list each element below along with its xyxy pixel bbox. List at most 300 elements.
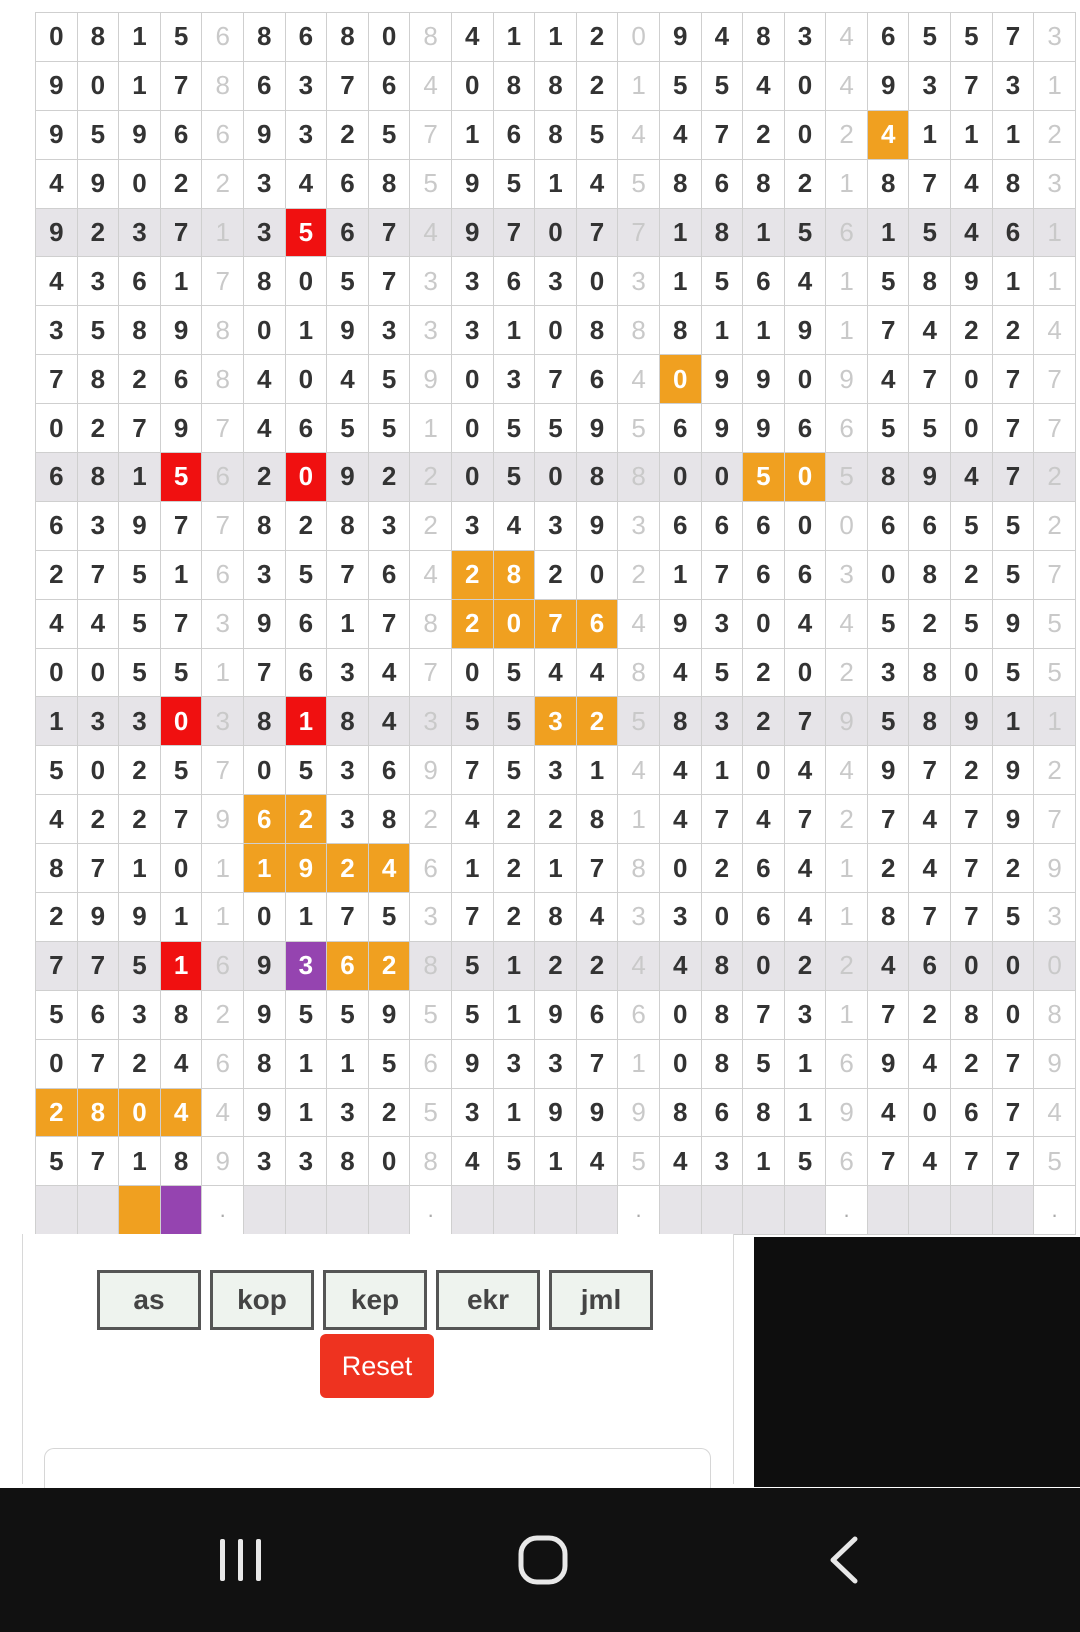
grid-cell[interactable]: 2	[618, 551, 660, 600]
grid-cell[interactable]: 6	[868, 13, 910, 62]
grid-cell[interactable]: 1	[286, 893, 328, 942]
grid-cell[interactable]: 7	[993, 1137, 1035, 1186]
grid-cell[interactable]: 0	[951, 649, 993, 698]
grid-cell[interactable]: 7	[868, 991, 910, 1040]
grid-cell[interactable]: 7	[161, 62, 203, 111]
grid-cell[interactable]: 4	[951, 209, 993, 258]
grid-cell[interactable]: 8	[618, 453, 660, 502]
grid-cell[interactable]: 2	[119, 355, 161, 404]
grid-cell[interactable]: 8	[577, 795, 619, 844]
grid-cell[interactable]: 0	[535, 453, 577, 502]
grid-cell[interactable]: 3	[202, 600, 244, 649]
grid-cell[interactable]: 8	[535, 111, 577, 160]
grid-cell[interactable]: 3	[202, 697, 244, 746]
grid-cell[interactable]: 0	[36, 13, 78, 62]
grid-cell[interactable]: 8	[202, 355, 244, 404]
grid-cell[interactable]: 7	[369, 209, 411, 258]
grid-cell[interactable]: 4	[410, 62, 452, 111]
grid-cell[interactable]: 8	[78, 1089, 120, 1138]
grid-cell[interactable]: 7	[909, 160, 951, 209]
grid-cell[interactable]: 5	[494, 649, 536, 698]
grid-cell[interactable]: 5	[743, 453, 785, 502]
grid-cell[interactable]: 3	[119, 209, 161, 258]
grid-cell[interactable]: 5	[161, 453, 203, 502]
grid-cell[interactable]: 5	[78, 306, 120, 355]
grid-cell[interactable]: 4	[785, 746, 827, 795]
grid-cell[interactable]: 5	[909, 209, 951, 258]
empty-result-cell[interactable]	[743, 1186, 785, 1235]
grid-cell[interactable]: 8	[161, 991, 203, 1040]
grid-cell[interactable]: 1	[119, 453, 161, 502]
grid-cell[interactable]: 3	[452, 1089, 494, 1138]
grid-cell[interactable]: 2	[785, 160, 827, 209]
grid-cell[interactable]: 9	[202, 1137, 244, 1186]
grid-cell[interactable]: 1	[494, 942, 536, 991]
grid-cell[interactable]: 9	[868, 62, 910, 111]
grid-cell[interactable]: 9	[119, 502, 161, 551]
grid-cell[interactable]: 0	[119, 160, 161, 209]
grid-cell[interactable]: 8	[410, 600, 452, 649]
grid-cell[interactable]: 4	[743, 795, 785, 844]
grid-cell[interactable]: 3	[535, 502, 577, 551]
grid-cell[interactable]: 4	[660, 795, 702, 844]
grid-cell[interactable]: 5	[286, 991, 328, 1040]
grid-cell[interactable]: 1	[494, 306, 536, 355]
grid-cell[interactable]: 1	[743, 1137, 785, 1186]
grid-cell[interactable]: 5	[369, 1040, 411, 1089]
grid-cell[interactable]: 6	[36, 502, 78, 551]
grid-cell[interactable]: 2	[951, 746, 993, 795]
grid-cell[interactable]: 9	[909, 453, 951, 502]
grid-cell[interactable]: 1	[161, 942, 203, 991]
grid-cell[interactable]: 2	[161, 160, 203, 209]
recent-apps-icon[interactable]	[213, 1532, 269, 1588]
grid-cell[interactable]: 4	[618, 942, 660, 991]
grid-cell[interactable]: 3	[618, 502, 660, 551]
grid-cell[interactable]: 5	[36, 1137, 78, 1186]
grid-cell[interactable]: 6	[327, 209, 369, 258]
grid-cell[interactable]: 2	[369, 1089, 411, 1138]
grid-cell[interactable]: 7	[161, 795, 203, 844]
grid-cell[interactable]: 3	[327, 795, 369, 844]
grid-cell[interactable]: 6	[410, 1040, 452, 1089]
grid-cell[interactable]: 7	[78, 1137, 120, 1186]
grid-cell[interactable]: 2	[826, 111, 868, 160]
grid-cell[interactable]: 1	[119, 62, 161, 111]
grid-cell[interactable]: 4	[951, 453, 993, 502]
grid-cell[interactable]: 1	[202, 844, 244, 893]
grid-cell[interactable]: 2	[993, 306, 1035, 355]
grid-cell[interactable]: 6	[202, 1040, 244, 1089]
grid-cell[interactable]: 7	[868, 1137, 910, 1186]
grid-cell[interactable]: 0	[286, 355, 328, 404]
grid-cell[interactable]: 9	[36, 111, 78, 160]
grid-cell[interactable]: 4	[202, 1089, 244, 1138]
grid-cell[interactable]: 3	[993, 62, 1035, 111]
grid-cell[interactable]: 3	[702, 697, 744, 746]
grid-cell[interactable]: 8	[909, 551, 951, 600]
grid-cell[interactable]: 7	[993, 355, 1035, 404]
grid-cell[interactable]: 9	[951, 697, 993, 746]
grid-cell[interactable]: 1	[826, 257, 868, 306]
grid-cell[interactable]: 2	[327, 844, 369, 893]
grid-cell[interactable]: 0	[743, 942, 785, 991]
grid-cell[interactable]: 9	[78, 160, 120, 209]
empty-result-cell[interactable]	[452, 1186, 494, 1235]
grid-cell[interactable]: 9	[535, 991, 577, 1040]
grid-cell[interactable]: 4	[244, 355, 286, 404]
grid-cell[interactable]: 9	[826, 697, 868, 746]
grid-cell[interactable]: 5	[618, 697, 660, 746]
grid-cell[interactable]: 3	[868, 649, 910, 698]
grid-cell[interactable]: 0	[535, 306, 577, 355]
grid-cell[interactable]: 6	[785, 404, 827, 453]
grid-cell[interactable]: 7	[410, 111, 452, 160]
grid-cell[interactable]: 6	[286, 649, 328, 698]
grid-cell[interactable]: 1	[535, 844, 577, 893]
grid-cell[interactable]: 3	[618, 257, 660, 306]
grid-cell[interactable]: 2	[286, 502, 328, 551]
grid-cell[interactable]: 9	[452, 1040, 494, 1089]
grid-cell[interactable]: 5	[535, 404, 577, 453]
grid-cell[interactable]: 1	[1034, 257, 1076, 306]
grid-cell[interactable]: 8	[618, 844, 660, 893]
grid-cell[interactable]: 7	[202, 502, 244, 551]
grid-cell[interactable]: 5	[494, 1137, 536, 1186]
grid-cell[interactable]: 2	[577, 13, 619, 62]
grid-cell[interactable]: 0	[452, 404, 494, 453]
grid-cell[interactable]: 7	[785, 795, 827, 844]
grid-cell[interactable]: 6	[161, 355, 203, 404]
grid-cell[interactable]: 3	[535, 257, 577, 306]
grid-cell[interactable]: 8	[993, 160, 1035, 209]
grid-cell[interactable]: 0	[244, 893, 286, 942]
grid-cell[interactable]: 7	[161, 209, 203, 258]
grid-cell[interactable]: 5	[369, 111, 411, 160]
grid-cell[interactable]: 8	[702, 991, 744, 1040]
grid-cell[interactable]: 7	[36, 942, 78, 991]
grid-cell[interactable]: 7	[909, 355, 951, 404]
grid-cell[interactable]: 1	[452, 111, 494, 160]
grid-cell[interactable]: 7	[868, 795, 910, 844]
grid-cell[interactable]: 6	[202, 111, 244, 160]
grid-cell[interactable]: 0	[452, 62, 494, 111]
grid-cell[interactable]: 2	[1034, 746, 1076, 795]
grid-cell[interactable]: 9	[36, 209, 78, 258]
grid-cell[interactable]: 8	[951, 991, 993, 1040]
grid-cell[interactable]: 4	[577, 1137, 619, 1186]
grid-cell[interactable]: 4	[660, 942, 702, 991]
grid-cell[interactable]: 4	[868, 942, 910, 991]
grid-cell[interactable]: 9	[826, 355, 868, 404]
grid-cell[interactable]: 1	[452, 844, 494, 893]
grid-cell[interactable]: 1	[494, 13, 536, 62]
grid-cell[interactable]: 5	[868, 404, 910, 453]
grid-cell[interactable]: 2	[119, 746, 161, 795]
grid-cell[interactable]: 2	[535, 795, 577, 844]
grid-cell[interactable]: 0	[702, 453, 744, 502]
grid-cell[interactable]: 0	[660, 1040, 702, 1089]
grid-cell[interactable]: 8	[743, 13, 785, 62]
grid-cell[interactable]: 1	[327, 600, 369, 649]
grid-cell[interactable]: 3	[244, 1137, 286, 1186]
grid-cell[interactable]: 4	[410, 551, 452, 600]
grid-cell[interactable]: 2	[951, 1040, 993, 1089]
grid-cell[interactable]: 7	[993, 453, 1035, 502]
grid-cell[interactable]: 3	[244, 160, 286, 209]
grid-cell[interactable]: 2	[1034, 502, 1076, 551]
result-cell[interactable]	[119, 1186, 161, 1235]
grid-cell[interactable]: 8	[119, 306, 161, 355]
grid-cell[interactable]: 4	[826, 600, 868, 649]
grid-cell[interactable]: 7	[951, 1137, 993, 1186]
grid-cell[interactable]: 4	[1034, 306, 1076, 355]
grid-cell[interactable]: 6	[909, 942, 951, 991]
grid-cell[interactable]: 9	[452, 209, 494, 258]
grid-cell[interactable]: 4	[452, 795, 494, 844]
grid-cell[interactable]: 6	[826, 1040, 868, 1089]
grid-cell[interactable]: 8	[660, 306, 702, 355]
grid-cell[interactable]: 0	[785, 649, 827, 698]
grid-cell[interactable]: 8	[327, 13, 369, 62]
grid-cell[interactable]: 0	[452, 355, 494, 404]
grid-cell[interactable]: 0	[286, 257, 328, 306]
grid-cell[interactable]: 7	[1034, 404, 1076, 453]
empty-result-cell[interactable]	[494, 1186, 536, 1235]
grid-cell[interactable]: 9	[702, 404, 744, 453]
grid-cell[interactable]: 4	[1034, 1089, 1076, 1138]
grid-cell[interactable]: 2	[909, 991, 951, 1040]
grid-cell[interactable]: 6	[993, 209, 1035, 258]
dot-cell[interactable]: .	[826, 1186, 868, 1235]
grid-cell[interactable]: 4	[618, 355, 660, 404]
grid-cell[interactable]: 8	[743, 160, 785, 209]
grid-cell[interactable]: 0	[161, 844, 203, 893]
grid-cell[interactable]: 2	[36, 551, 78, 600]
grid-cell[interactable]: 6	[743, 257, 785, 306]
grid-cell[interactable]: 3	[785, 991, 827, 1040]
grid-cell[interactable]: 1	[1034, 697, 1076, 746]
empty-result-cell[interactable]	[369, 1186, 411, 1235]
grid-cell[interactable]: 7	[202, 404, 244, 453]
grid-cell[interactable]: 7	[868, 306, 910, 355]
grid-cell[interactable]: 5	[78, 111, 120, 160]
empty-result-cell[interactable]	[785, 1186, 827, 1235]
grid-cell[interactable]: 5	[993, 893, 1035, 942]
empty-result-cell[interactable]	[244, 1186, 286, 1235]
grid-cell[interactable]: 1	[785, 1089, 827, 1138]
empty-result-cell[interactable]	[36, 1186, 78, 1235]
grid-cell[interactable]: 6	[702, 1089, 744, 1138]
grid-cell[interactable]: 9	[702, 355, 744, 404]
grid-cell[interactable]: 6	[826, 209, 868, 258]
grid-cell[interactable]: 0	[577, 257, 619, 306]
grid-cell[interactable]: 1	[286, 1089, 328, 1138]
grid-cell[interactable]: 5	[286, 551, 328, 600]
grid-cell[interactable]: 0	[660, 844, 702, 893]
grid-cell[interactable]: 6	[369, 62, 411, 111]
grid-cell[interactable]: 1	[618, 795, 660, 844]
grid-cell[interactable]: 6	[202, 551, 244, 600]
grid-cell[interactable]: 7	[993, 404, 1035, 453]
grid-cell[interactable]: 2	[951, 551, 993, 600]
home-icon[interactable]	[515, 1532, 571, 1588]
grid-cell[interactable]: 6	[78, 991, 120, 1040]
grid-cell[interactable]: 6	[494, 111, 536, 160]
grid-cell[interactable]: 5	[1034, 649, 1076, 698]
grid-cell[interactable]: 2	[993, 844, 1035, 893]
grid-cell[interactable]: 7	[327, 62, 369, 111]
empty-result-cell[interactable]	[702, 1186, 744, 1235]
grid-cell[interactable]: 3	[1034, 160, 1076, 209]
grid-cell[interactable]: 6	[202, 453, 244, 502]
grid-cell[interactable]: 1	[1034, 62, 1076, 111]
grid-cell[interactable]: 9	[202, 795, 244, 844]
grid-cell[interactable]: 1	[535, 13, 577, 62]
grid-cell[interactable]: 4	[78, 600, 120, 649]
grid-cell[interactable]: 0	[369, 1137, 411, 1186]
grid-cell[interactable]: 0	[785, 355, 827, 404]
grid-cell[interactable]: 4	[868, 111, 910, 160]
grid-cell[interactable]: 4	[868, 355, 910, 404]
grid-cell[interactable]: 5	[951, 502, 993, 551]
grid-cell[interactable]: 1	[993, 697, 1035, 746]
grid-cell[interactable]: 3	[494, 355, 536, 404]
op-button-kep[interactable]: kep	[323, 1270, 427, 1330]
grid-cell[interactable]: 3	[535, 1040, 577, 1089]
grid-cell[interactable]: 2	[577, 942, 619, 991]
grid-cell[interactable]: 8	[202, 62, 244, 111]
grid-cell[interactable]: 1	[826, 844, 868, 893]
grid-cell[interactable]: 2	[36, 893, 78, 942]
grid-cell[interactable]: 4	[909, 1040, 951, 1089]
grid-cell[interactable]: 1	[702, 746, 744, 795]
grid-cell[interactable]: 8	[577, 306, 619, 355]
grid-cell[interactable]: 8	[244, 697, 286, 746]
grid-cell[interactable]: 9	[951, 257, 993, 306]
grid-cell[interactable]: 5	[452, 942, 494, 991]
grid-cell[interactable]: 4	[618, 111, 660, 160]
grid-cell[interactable]: 3	[909, 62, 951, 111]
grid-cell[interactable]: 8	[327, 502, 369, 551]
grid-cell[interactable]: 3	[452, 257, 494, 306]
grid-cell[interactable]: 2	[494, 844, 536, 893]
grid-cell[interactable]: 1	[993, 257, 1035, 306]
grid-cell[interactable]: 5	[909, 13, 951, 62]
grid-cell[interactable]: 6	[494, 257, 536, 306]
grid-cell[interactable]: 8	[868, 453, 910, 502]
grid-cell[interactable]: 6	[286, 13, 328, 62]
grid-cell[interactable]: 8	[743, 1089, 785, 1138]
grid-cell[interactable]: 5	[951, 600, 993, 649]
grid-cell[interactable]: 9	[244, 1089, 286, 1138]
grid-cell[interactable]: 6	[826, 1137, 868, 1186]
grid-cell[interactable]: 4	[577, 649, 619, 698]
grid-cell[interactable]: 6	[244, 62, 286, 111]
grid-cell[interactable]: 1	[161, 893, 203, 942]
grid-cell[interactable]: 4	[868, 1089, 910, 1138]
grid-cell[interactable]: 1	[535, 160, 577, 209]
grid-cell[interactable]: 6	[868, 502, 910, 551]
grid-cell[interactable]: 3	[410, 257, 452, 306]
grid-cell[interactable]: 7	[494, 209, 536, 258]
grid-cell[interactable]: 7	[78, 942, 120, 991]
grid-cell[interactable]: 8	[327, 697, 369, 746]
grid-cell[interactable]: 5	[161, 649, 203, 698]
grid-cell[interactable]: 0	[78, 649, 120, 698]
grid-cell[interactable]: 0	[660, 355, 702, 404]
grid-cell[interactable]: 0	[951, 404, 993, 453]
grid-cell[interactable]: 1	[202, 209, 244, 258]
grid-cell[interactable]: 3	[286, 942, 328, 991]
grid-cell[interactable]: 5	[909, 404, 951, 453]
grid-cell[interactable]: 2	[202, 160, 244, 209]
grid-cell[interactable]: 2	[909, 600, 951, 649]
grid-cell[interactable]: 1	[826, 893, 868, 942]
grid-cell[interactable]: 6	[743, 551, 785, 600]
grid-cell[interactable]: 3	[327, 649, 369, 698]
grid-cell[interactable]: 5	[410, 160, 452, 209]
grid-cell[interactable]: 9	[327, 306, 369, 355]
grid-cell[interactable]: 8	[410, 13, 452, 62]
grid-cell[interactable]: 0	[244, 746, 286, 795]
grid-cell[interactable]: 5	[993, 502, 1035, 551]
grid-cell[interactable]: 7	[951, 844, 993, 893]
grid-cell[interactable]: 0	[452, 453, 494, 502]
grid-cell[interactable]: 5	[36, 991, 78, 1040]
grid-cell[interactable]: 0	[909, 1089, 951, 1138]
grid-cell[interactable]: 9	[1034, 1040, 1076, 1089]
grid-cell[interactable]: 0	[785, 111, 827, 160]
grid-cell[interactable]: 6	[951, 1089, 993, 1138]
grid-cell[interactable]: 6	[327, 160, 369, 209]
grid-cell[interactable]: 8	[618, 649, 660, 698]
grid-cell[interactable]: 1	[743, 306, 785, 355]
grid-cell[interactable]: 2	[202, 991, 244, 1040]
grid-cell[interactable]: 8	[410, 942, 452, 991]
grid-cell[interactable]: 5	[119, 551, 161, 600]
grid-cell[interactable]: 2	[1034, 453, 1076, 502]
grid-cell[interactable]: 5	[494, 453, 536, 502]
grid-cell[interactable]: 6	[244, 795, 286, 844]
grid-cell[interactable]: 9	[743, 355, 785, 404]
grid-cell[interactable]: 9	[244, 600, 286, 649]
grid-cell[interactable]: 7	[909, 893, 951, 942]
grid-cell[interactable]: 3	[327, 746, 369, 795]
grid-cell[interactable]: 0	[36, 404, 78, 453]
grid-cell[interactable]: 5	[618, 404, 660, 453]
grid-cell[interactable]: 5	[868, 257, 910, 306]
grid-cell[interactable]: 2	[826, 795, 868, 844]
grid-cell[interactable]: 2	[286, 795, 328, 844]
grid-cell[interactable]: 5	[577, 111, 619, 160]
grid-cell[interactable]: 8	[618, 306, 660, 355]
grid-cell[interactable]: 2	[577, 62, 619, 111]
grid-cell[interactable]: 8	[494, 62, 536, 111]
grid-cell[interactable]: 7	[369, 257, 411, 306]
dot-cell[interactable]: .	[618, 1186, 660, 1235]
grid-cell[interactable]: 9	[535, 1089, 577, 1138]
grid-cell[interactable]: 5	[868, 697, 910, 746]
grid-cell[interactable]: 8	[78, 355, 120, 404]
grid-cell[interactable]: 2	[410, 453, 452, 502]
grid-cell[interactable]: 1	[993, 111, 1035, 160]
grid-cell[interactable]: 2	[743, 111, 785, 160]
grid-cell[interactable]: 4	[618, 600, 660, 649]
grid-cell[interactable]: 6	[286, 404, 328, 453]
grid-cell[interactable]: 1	[577, 746, 619, 795]
grid-cell[interactable]: 6	[327, 942, 369, 991]
